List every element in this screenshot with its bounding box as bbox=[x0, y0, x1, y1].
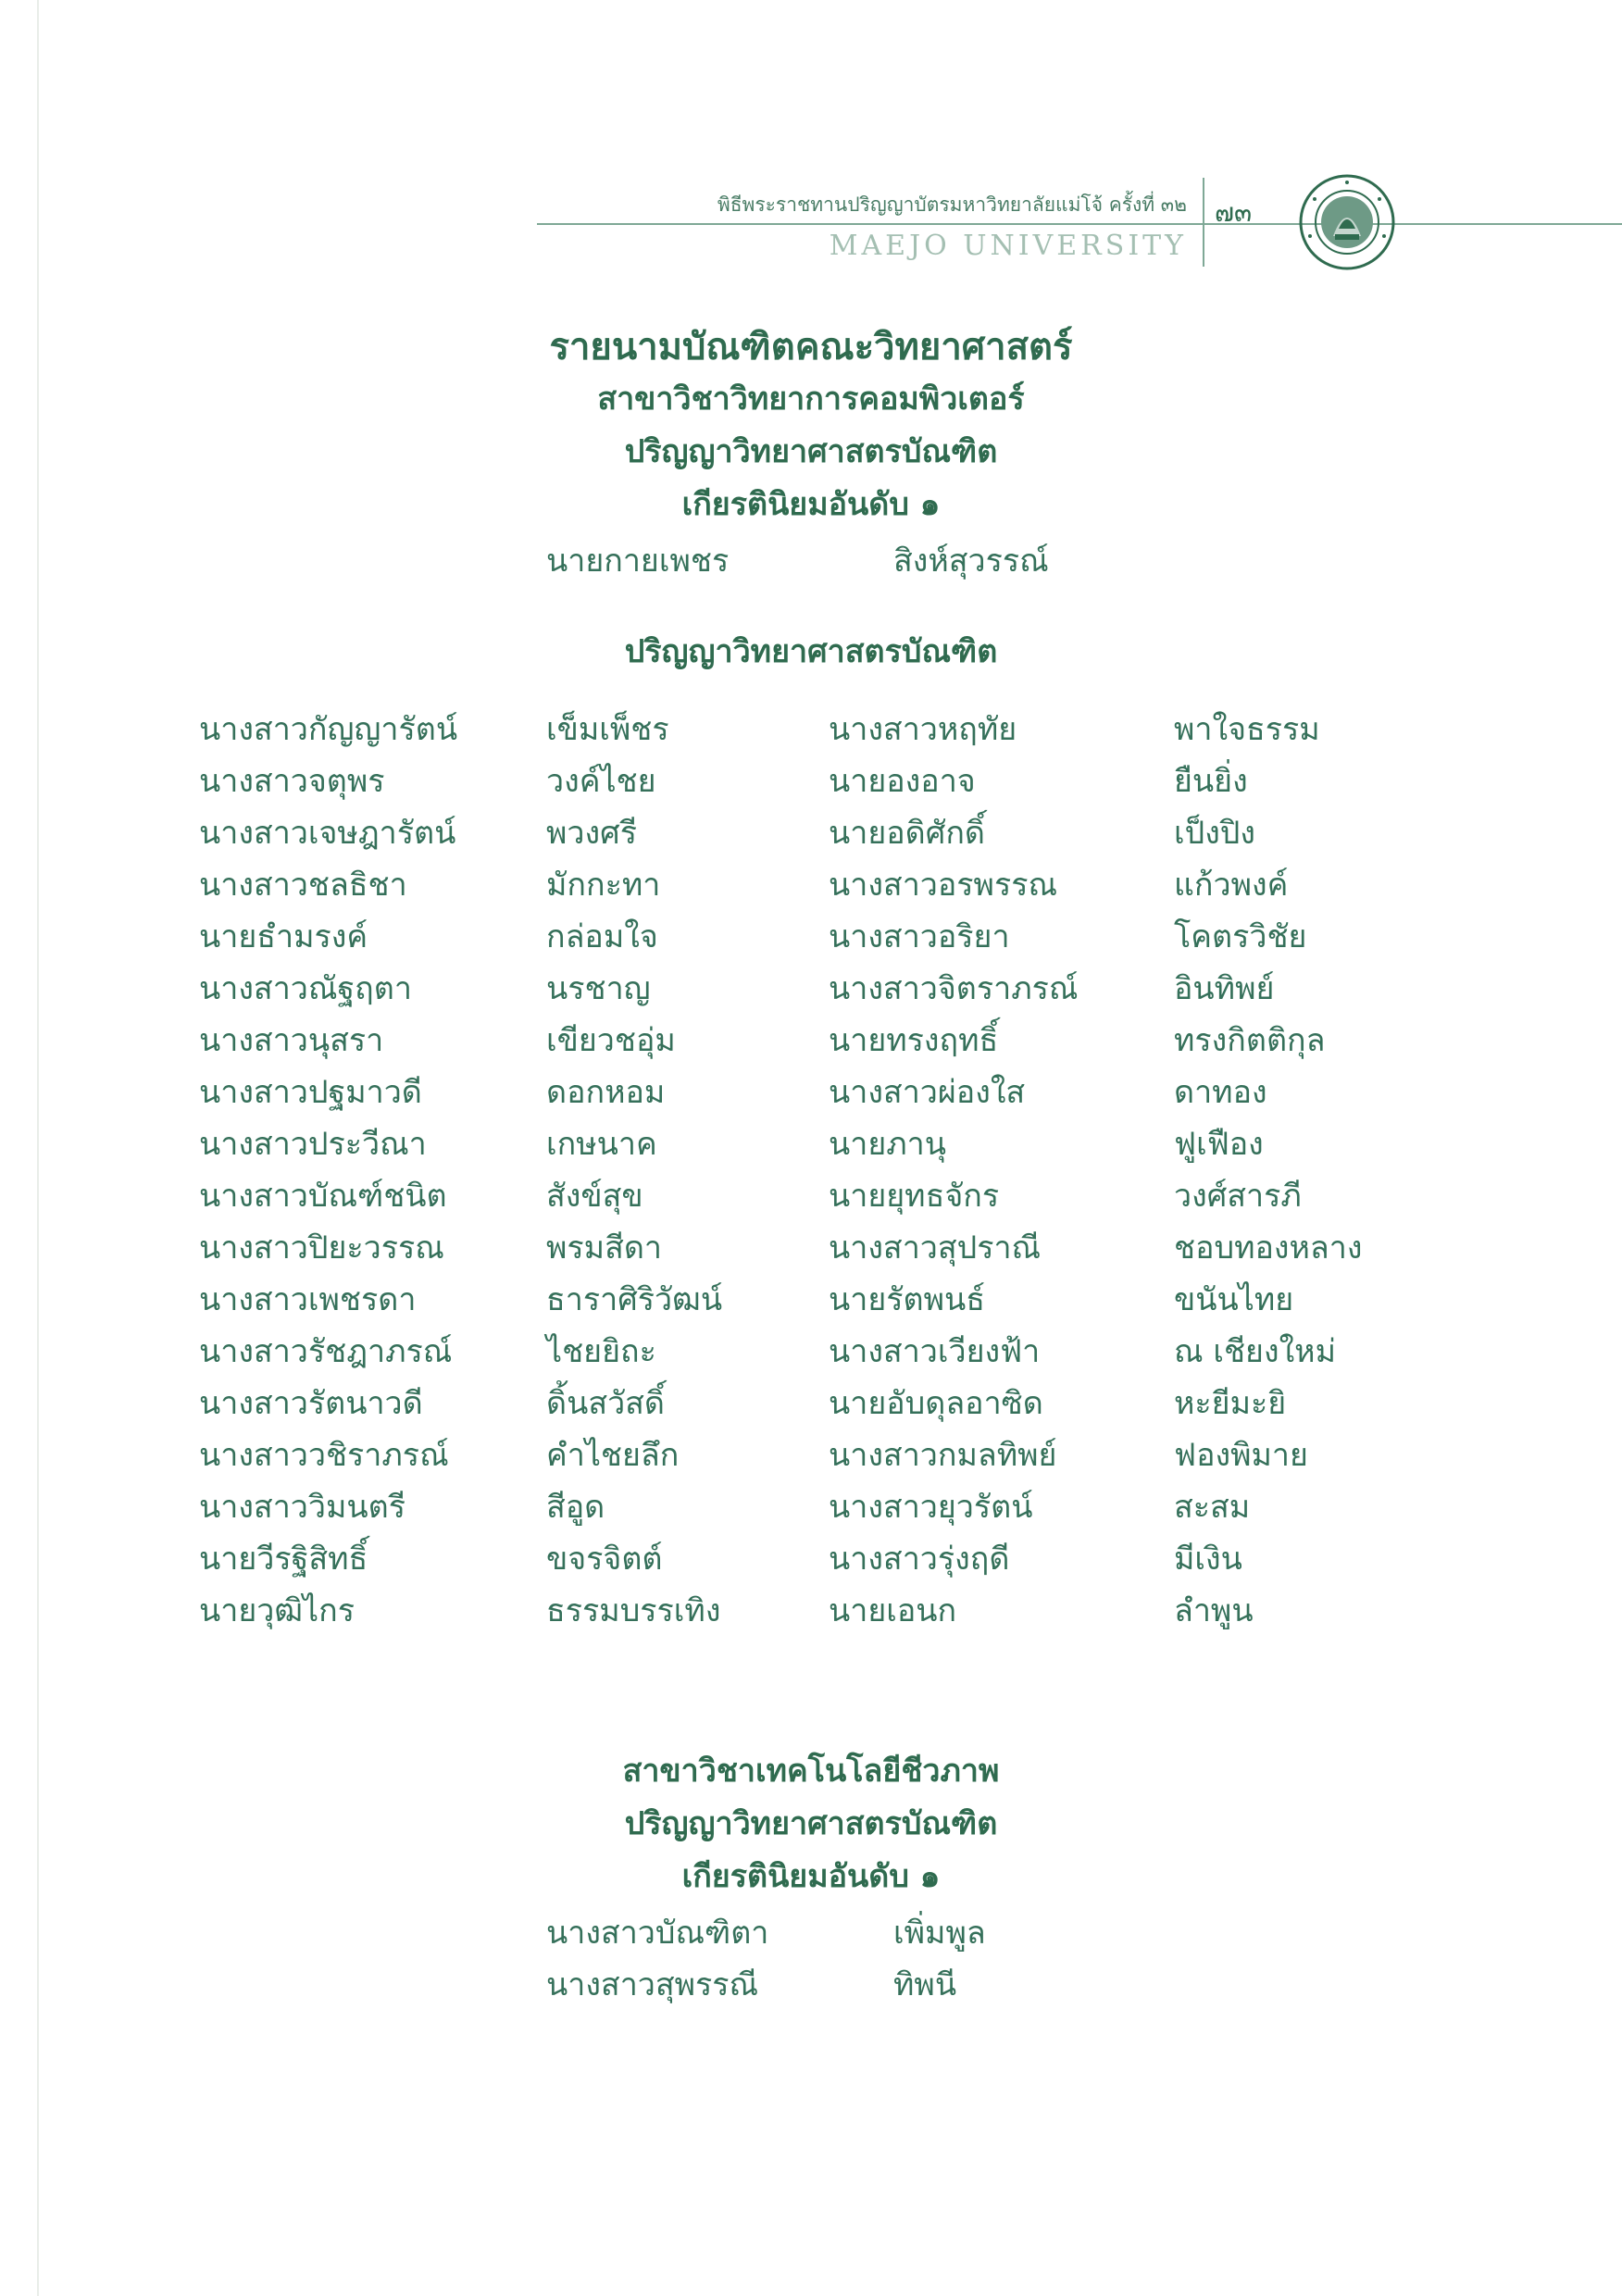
last-name: เกษนาค bbox=[546, 1126, 657, 1163]
first-name: นายวุฒิไกร bbox=[199, 1592, 356, 1629]
first-name: นางสาวอรพรรณ bbox=[829, 867, 1058, 904]
first-name: นายวีรฐิสิทธิ์ bbox=[199, 1541, 368, 1578]
first-name: นายทรงฤทธิ์ bbox=[829, 1022, 999, 1059]
last-name: สังข์สุข bbox=[546, 1178, 643, 1215]
first-name: นางสาวจิตราภรณ์ bbox=[829, 970, 1079, 1007]
header-separator bbox=[1203, 178, 1204, 267]
first-name: นางสาวเจษฎารัตน์ bbox=[199, 815, 456, 852]
last-name: พาใจธรรม bbox=[1174, 711, 1320, 748]
last-name: อินทิพย์ bbox=[1174, 970, 1275, 1007]
first-name: นางสาวนุสรา bbox=[199, 1022, 384, 1059]
last-name: นรชาญ bbox=[546, 970, 651, 1007]
honor-first-name: นางสาวสุพรรณี bbox=[546, 1966, 759, 2003]
last-name: สะสม bbox=[1174, 1489, 1251, 1526]
first-name: นางสาวเพชรดา bbox=[199, 1281, 417, 1318]
first-name: นายยุทธจักร bbox=[829, 1178, 1000, 1215]
program-title-biotech: สาขาวิชาเทคโนโลยีชีวภาพ bbox=[622, 1753, 1000, 1790]
header-rule bbox=[537, 223, 1622, 225]
last-name: ชอบทองหลาง bbox=[1174, 1229, 1363, 1267]
last-name: แก้วพงค์ bbox=[1174, 867, 1289, 904]
first-name: นางสาววิมนตรี bbox=[199, 1489, 406, 1526]
maejo-university-seal-icon bbox=[1296, 171, 1398, 273]
program-title: สาขาวิชาวิทยาการคอมพิวเตอร์ bbox=[597, 381, 1025, 418]
first-name: นายอดิศักดิ์ bbox=[829, 815, 986, 852]
last-name: ไชยยิถะ bbox=[546, 1333, 656, 1370]
last-name: ณ เชียงใหม่ bbox=[1174, 1333, 1336, 1370]
honor-title: เกียรตินิยมอันดับ ๑ bbox=[681, 486, 941, 523]
last-name: หะยีมะยิ bbox=[1174, 1385, 1287, 1422]
last-name: ดิ้นสวัสดิ์ bbox=[546, 1385, 665, 1422]
page-number: ๗๓ bbox=[1215, 197, 1253, 228]
last-name: ธรรมบรรเทิง bbox=[546, 1592, 721, 1629]
degree-title: ปริญญาวิทยาศาสตรบัณฑิต bbox=[624, 433, 998, 470]
last-name: คำไชยลึก bbox=[546, 1437, 680, 1474]
last-name: ขนันไทย bbox=[1174, 1281, 1294, 1318]
ceremony-title: พิธีพระราชทานปริญญาบัตรมหาวิทยาลัยแม่โจ้ ครั้งที่ ๓๒ bbox=[717, 193, 1187, 216]
first-name: นางสาวปฐมาวดี bbox=[199, 1074, 422, 1111]
last-name: ทรงกิตติกุล bbox=[1174, 1022, 1326, 1059]
honor-last-name: เพิ่มพูล bbox=[893, 1915, 986, 1952]
main-title: รายนามบัณฑิตคณะวิทยาศาสตร์ bbox=[549, 326, 1073, 368]
first-name: นางสาวปิยะวรรณ bbox=[199, 1229, 444, 1267]
last-name: มักกะทา bbox=[546, 867, 661, 904]
last-name: โคตรวิชัย bbox=[1174, 918, 1307, 955]
first-name: นางสาวอริยา bbox=[829, 918, 1010, 955]
first-name: นายเอนก bbox=[829, 1592, 957, 1629]
last-name: ดาทอง bbox=[1174, 1074, 1267, 1111]
last-name: ขจรจิตต์ bbox=[546, 1541, 663, 1578]
honor-first-name: นายกายเพชร bbox=[546, 543, 730, 580]
last-name: มีเงิน bbox=[1174, 1541, 1242, 1578]
first-name: นายธำมรงค์ bbox=[199, 918, 368, 955]
first-name: นางสาวเวียงฟ้า bbox=[829, 1333, 1041, 1370]
last-name: วงศ์สารภี bbox=[1174, 1178, 1302, 1215]
last-name: ฟองพิมาย bbox=[1174, 1437, 1308, 1474]
honor-first-name: นางสาวบัณฑิตา bbox=[546, 1915, 769, 1952]
first-name: นางสาววชิราภรณ์ bbox=[199, 1437, 449, 1474]
first-name: นางสาวรัตนาวดี bbox=[199, 1385, 423, 1422]
last-name: เขียวชอุ่ม bbox=[546, 1022, 676, 1059]
honor-title-biotech: เกียรตินิยมอันดับ ๑ bbox=[681, 1858, 941, 1895]
last-name: พรมสีดา bbox=[546, 1229, 663, 1267]
first-name: นางสาวณัฐฤตา bbox=[199, 970, 412, 1007]
first-name: นายองอาจ bbox=[829, 763, 976, 800]
last-name: ธาราศิริวัฒน์ bbox=[546, 1281, 723, 1318]
last-name: เป็งปิง bbox=[1174, 815, 1255, 852]
first-name: นางสาวชลธิชา bbox=[199, 867, 407, 904]
first-name: นางสาวบัณฑ์ชนิต bbox=[199, 1178, 447, 1215]
last-name: กล่อมใจ bbox=[546, 918, 658, 955]
first-name: นางสาวกัญญารัตน์ bbox=[199, 711, 458, 748]
first-name: นายภานุ bbox=[829, 1126, 947, 1163]
degree-title-biotech: ปริญญาวิทยาศาสตรบัณฑิต bbox=[624, 1805, 998, 1842]
first-name: นางสาวรัชฎาภรณ์ bbox=[199, 1333, 453, 1370]
last-name: ยืนยิ่ง bbox=[1174, 763, 1248, 800]
first-name: นายอับดุลอาซิด bbox=[829, 1385, 1043, 1422]
first-name: นางสาวรุ่งฤดี bbox=[829, 1541, 1010, 1578]
last-name: วงค์ไชย bbox=[546, 763, 656, 800]
first-name: นางสาวหฤทัย bbox=[829, 711, 1017, 748]
last-name: ฟูเฟือง bbox=[1174, 1126, 1264, 1163]
first-name: นางสาวสุปราณี bbox=[829, 1229, 1042, 1267]
first-name: นายรัตพนธ์ bbox=[829, 1281, 986, 1318]
last-name: พวงศรี bbox=[546, 815, 637, 852]
university-name: MAEJO UNIVERSITY bbox=[829, 230, 1187, 262]
first-name: นางสาวผ่องใส bbox=[829, 1074, 1026, 1111]
first-name: นางสาวประวีณา bbox=[199, 1126, 427, 1163]
honor-last-name: ทิพนี bbox=[893, 1966, 957, 2003]
honor-last-name: สิงห์สุวรรณ์ bbox=[893, 543, 1049, 580]
last-name: ดอกหอม bbox=[546, 1074, 666, 1111]
first-name: นางสาวกมลทิพย์ bbox=[829, 1437, 1057, 1474]
last-name: ลำพูน bbox=[1174, 1592, 1254, 1629]
last-name: เข็มเพ็ชร bbox=[546, 711, 669, 748]
last-name: สีอูด bbox=[546, 1489, 605, 1526]
first-name: นางสาวยุวรัตน์ bbox=[829, 1489, 1033, 1526]
degree-title-repeat: ปริญญาวิทยาศาสตรบัณฑิต bbox=[624, 633, 998, 670]
first-name: นางสาวจตุพร bbox=[199, 763, 385, 800]
